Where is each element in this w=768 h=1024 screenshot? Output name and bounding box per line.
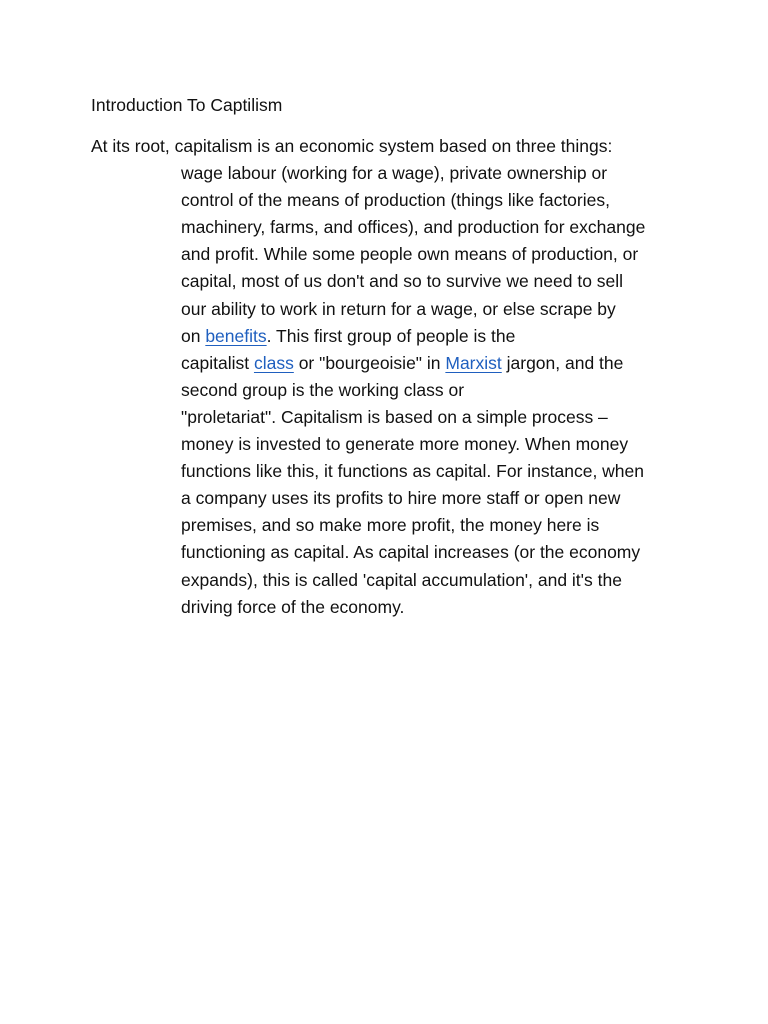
document-title: Introduction To Captilism (91, 95, 283, 115)
line-text: on (181, 325, 206, 346)
paragraph-line: and profit. While some people own means of production, or (181, 244, 639, 265)
paragraph-line: a company uses its profits to hire more staff or open new (181, 488, 621, 509)
class-link[interactable]: class (253, 352, 294, 373)
marxist-link[interactable]: Marxist (445, 352, 502, 373)
paragraph-line: expands), this is called 'capital accumulation', and it's the (181, 569, 622, 590)
paragraph-line: control of the means of production (things like factories, (181, 190, 610, 211)
paragraph-line: functions like this, it functions as capital. For instance, when (181, 461, 645, 482)
paragraph-line: wage labour (working for a wage), private ownership or (181, 163, 608, 184)
paragraph-line: At its root, capitalism is an economic system based on three things: (91, 136, 613, 156)
paragraph-line: second group is the working class or (181, 379, 465, 400)
line-text: capitalist (181, 352, 254, 373)
line-text: jargon, and the (501, 352, 624, 373)
paragraph-line: capital, most of us don't and so to survive we need to sell (181, 271, 624, 292)
paragraph-line: money is invested to generate more money. When money (181, 434, 629, 455)
paragraph-line: premises, and so make more profit, the money here is (181, 515, 600, 536)
benefits-link[interactable]: benefits (205, 325, 267, 346)
body-paragraph (91, 133, 691, 621)
paragraph-line: "proletariat". Capitalism is based on a simple process – (181, 406, 608, 427)
paragraph-line: driving force of the economy. (181, 596, 405, 617)
line-text: or "bourgeoisie" in (293, 352, 446, 373)
paragraph-line (91, 323, 691, 350)
paragraph-line (91, 350, 691, 377)
line-text: . This first group of people is the (266, 325, 516, 346)
paragraph-line: machinery, farms, and offices), and production for exchange (181, 217, 646, 238)
paragraph-line: functioning as capital. As capital increases (or the economy (181, 542, 641, 563)
paragraph-line: our ability to work in return for a wage, or else scrape by (181, 298, 616, 319)
